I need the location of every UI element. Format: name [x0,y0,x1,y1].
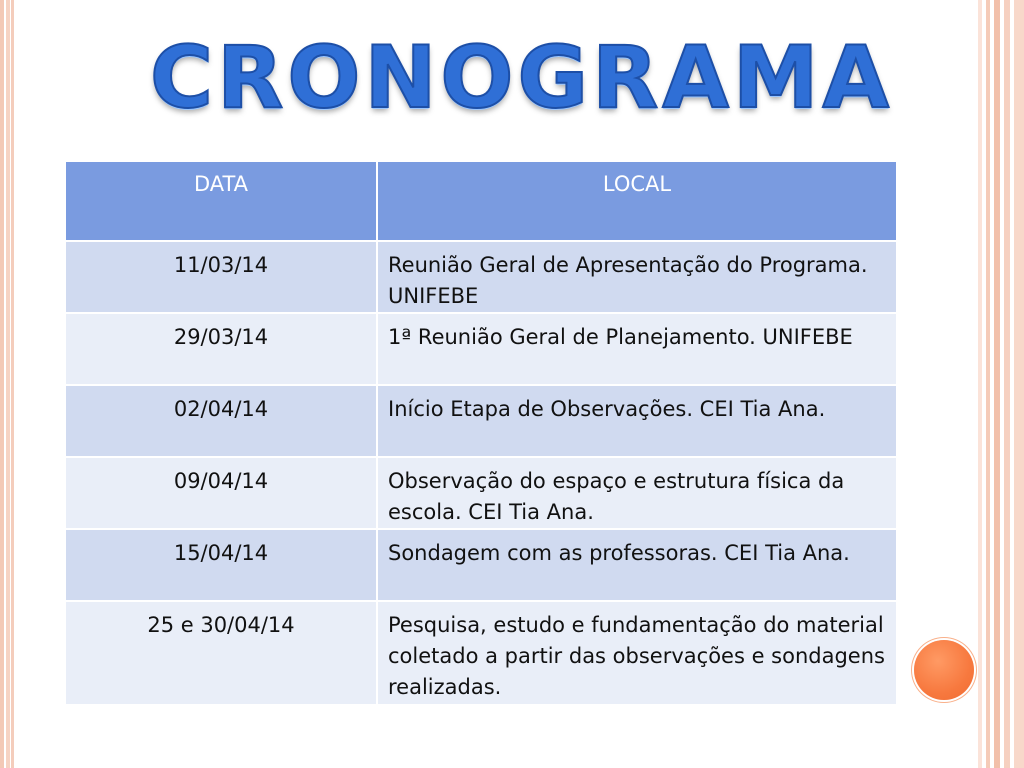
row-date: 25 e 30/04/14 [65,601,377,705]
row-local: 1ª Reunião Geral de Planejamento. UNIFEBE [377,313,897,385]
header-local: LOCAL [377,161,897,241]
row-date: 09/04/14 [65,457,377,529]
table-header-row [65,161,897,241]
table-row [65,385,897,457]
table-row [65,313,897,385]
row-local: Pesquisa, estudo e fundamentação do material coletado a partir das observações e sondagens realizadas. [377,601,897,705]
right-decorative-stripe [978,0,1024,768]
row-date: 11/03/14 [65,241,377,313]
table-row [65,457,897,529]
row-local: Sondagem com as professoras. CEI Tia Ana. [377,529,897,601]
table-row [65,241,897,313]
row-local: Observação do espaço e estrutura física da escola. CEI Tia Ana. [377,457,897,529]
schedule-table [64,160,898,706]
row-local: Reunião Geral de Apresentação do Programa. UNIFEBE [377,241,897,313]
row-date: 02/04/14 [65,385,377,457]
header-data: DATA [65,161,377,241]
row-date: 15/04/14 [65,529,377,601]
table-row [65,601,897,705]
left-decorative-stripe [0,0,14,768]
row-date: 29/03/14 [65,313,377,385]
table-row [65,529,897,601]
row-local: Início Etapa de Observações. CEI Tia Ana. [377,385,897,457]
slide-title: CRONOGRAMA [150,28,894,128]
orange-circle-decoration [914,640,974,700]
